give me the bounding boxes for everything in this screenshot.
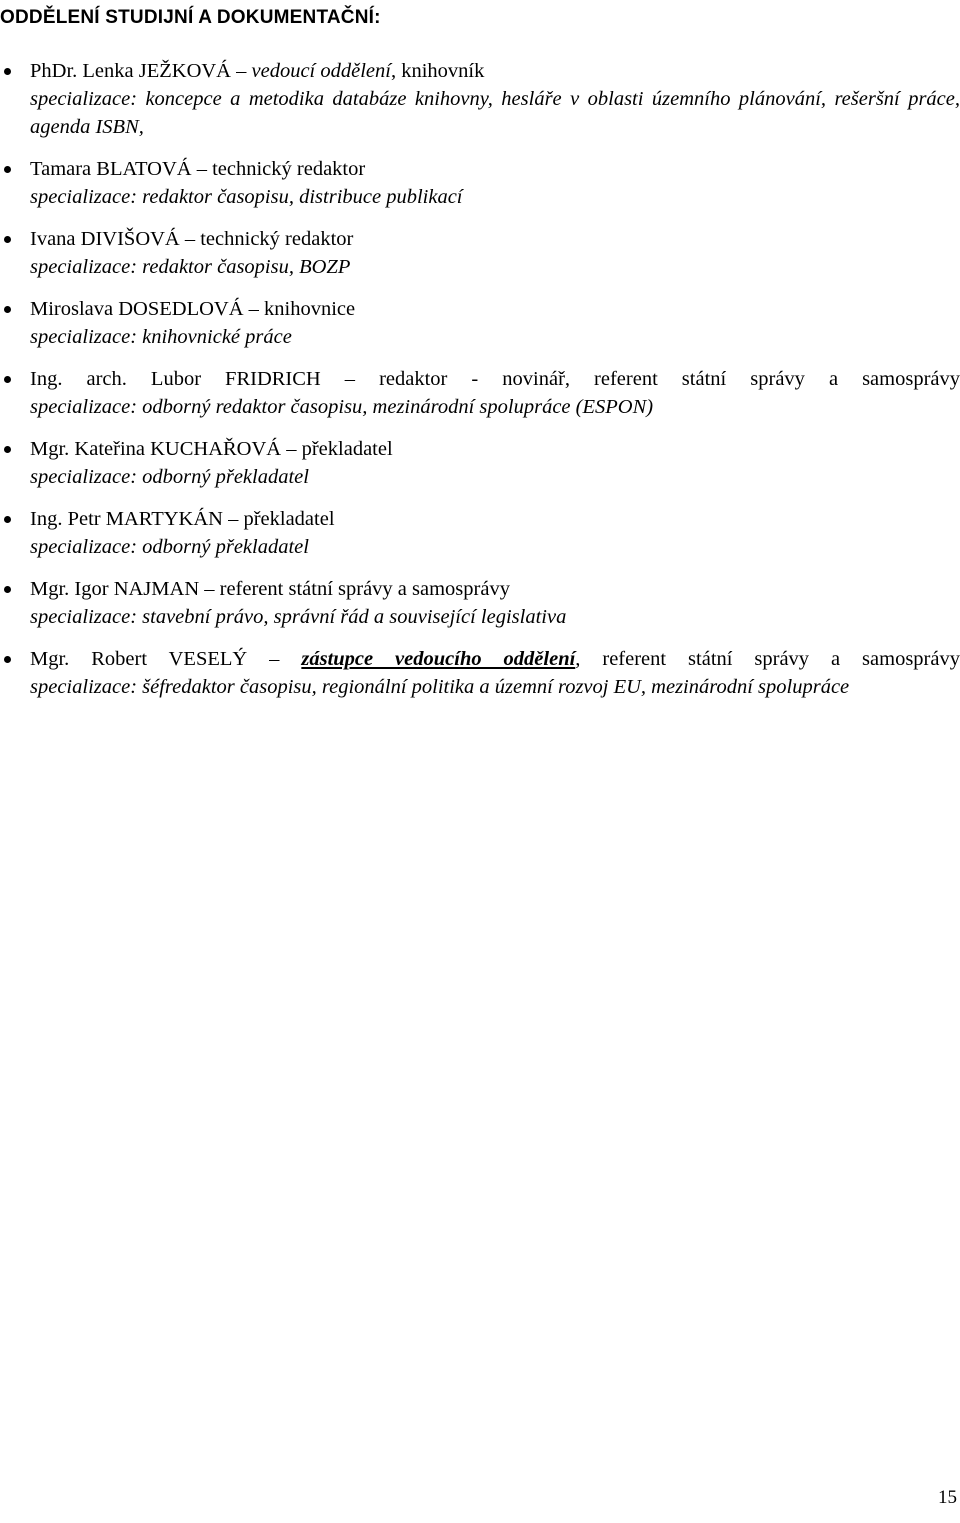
name-separator: –	[243, 298, 265, 320]
name-separator: –	[199, 578, 220, 600]
name-separator: –	[320, 368, 380, 390]
staff-name-line	[30, 155, 960, 183]
section-heading: ODDĚLENÍ STUDIJNÍ A DOKUMENTAČNÍ:	[0, 7, 381, 28]
staff-name: Ivana DIVIŠOVÁ	[30, 228, 180, 250]
staff-entry-dosedlova	[30, 295, 960, 351]
staff-name: Mgr. Robert VESELÝ	[30, 648, 248, 670]
staff-name-line	[30, 575, 960, 603]
staff-specialization: specializace: knihovnické práce	[30, 326, 292, 348]
staff-specialization: specializace: stavební právo, správní řád a související legislativa	[30, 606, 567, 628]
bullet-icon	[4, 376, 11, 383]
name-separator: –	[222, 508, 244, 530]
staff-entry-najman	[30, 575, 960, 631]
staff-name: Ing. Petr MARTYKÁN	[30, 508, 223, 530]
staff-role: technický redaktor	[212, 158, 366, 180]
staff-role: knihovnice	[264, 298, 356, 320]
staff-role: překladatel	[301, 438, 393, 460]
bullet-icon	[4, 236, 11, 243]
staff-specialization: specializace: redaktor časopisu, distribuce publikací	[30, 186, 463, 208]
staff-role: , referent státní správy a samosprávy	[575, 648, 960, 670]
staff-name-line	[30, 505, 960, 533]
staff-name: PhDr. Lenka JEŽKOVÁ	[30, 60, 231, 82]
staff-specialization: specializace: šéfredaktor časopisu, regionální politika a územní rozvoj EU, mezinárodní spolupráce	[30, 676, 850, 698]
bullet-icon	[4, 446, 11, 453]
bullet-icon	[4, 656, 11, 663]
staff-name-line	[30, 225, 960, 253]
staff-role: technický redaktor	[200, 228, 354, 250]
staff-role-emphasis: zástupce vedoucího oddělení	[301, 648, 576, 670]
staff-role: překladatel	[243, 508, 335, 530]
staff-entry-vesely	[30, 645, 960, 701]
staff-name: Mgr. Igor NAJMAN	[30, 578, 200, 600]
bullet-icon	[4, 68, 11, 75]
staff-entry-martykan	[30, 505, 960, 561]
staff-entry-jezkova	[30, 57, 960, 141]
staff-name: Mgr. Kateřina KUCHAŘOVÁ	[30, 438, 282, 460]
bullet-icon	[4, 586, 11, 593]
staff-name-line	[30, 57, 960, 85]
staff-specialization: specializace: odborný překladatel	[30, 466, 309, 488]
staff-role-emphasis: vedoucí oddělení	[251, 60, 391, 82]
staff-name-line	[30, 435, 960, 463]
name-separator: –	[247, 648, 302, 670]
bullet-icon	[4, 516, 11, 523]
staff-entry-kucharova	[30, 435, 960, 491]
bullet-icon	[4, 166, 11, 173]
name-separator: –	[179, 228, 201, 250]
staff-role: redaktor - novinář, referent státní správy a samosprávy	[379, 368, 960, 390]
staff-entry-fridrich	[30, 365, 960, 421]
staff-name: Miroslava DOSEDLOVÁ	[30, 298, 244, 320]
staff-entry-blatova	[30, 155, 960, 211]
staff-role: referent státní správy a samosprávy	[219, 578, 510, 600]
staff-name: Tamara BLATOVÁ	[30, 158, 192, 180]
staff-specialization: specializace: odborný překladatel	[30, 536, 309, 558]
name-separator: –	[231, 60, 252, 82]
name-separator: –	[281, 438, 302, 460]
staff-name-line	[30, 365, 960, 393]
staff-specialization: specializace: odborný redaktor časopisu, mezinárodní spolupráce (ESPON)	[30, 396, 654, 418]
staff-specialization: specializace: redaktor časopisu, BOZP	[30, 256, 351, 278]
page-number: 15	[938, 1487, 957, 1508]
staff-role: , knihovník	[390, 60, 485, 82]
staff-name: Ing. arch. Lubor FRIDRICH	[30, 368, 321, 390]
bullet-icon	[4, 306, 11, 313]
staff-name-line	[30, 295, 960, 323]
staff-specialization: specializace: koncepce a metodika databáze knihovny, hesláře v oblasti územního plánování, rešeršní práce, agenda ISBN,	[30, 88, 960, 138]
name-separator: –	[191, 158, 213, 180]
staff-entry-divisova	[30, 225, 960, 281]
staff-list	[30, 57, 960, 715]
staff-name-line	[30, 645, 960, 673]
